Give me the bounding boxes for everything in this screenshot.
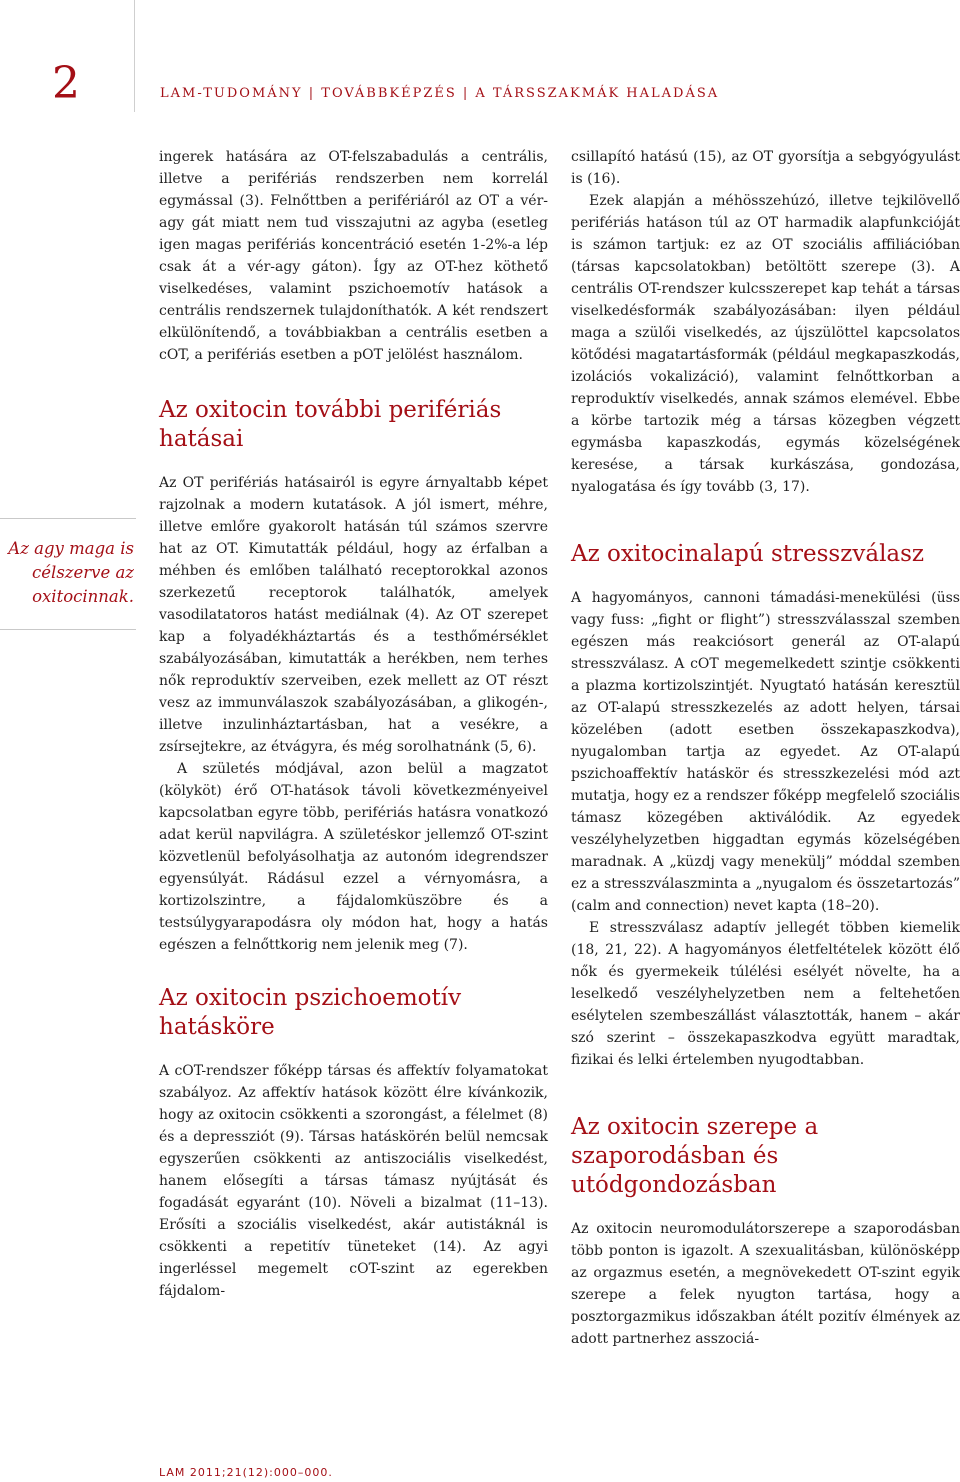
paragraph: Ezek alapján a méhösszehúzó, illetve tejkilövellő perifériás hatáson túl az OT harmadik alapfunkcióját is számon tartjuk: ez az OT szociális affiliációban (társas kapcsolatokban) betöltött szerepe (3). A centrális OT-rendszer kulcsszerepet kap tehát a társas viselkedésformák szabályozásában: ilyen például maga a szülői viselkedés, az újszülöttel kapcsolatos kötődési magatartásformák (például megkapaszkodás, izolációs vokalizáció), valamint felnőttkorban a reproduktív viselkedés, annak számos elemével. Ebbe a körbe tartozik még a társas közegben végzett egymásba kapaszkodás, egymás közelségének keresése, a társak kurkászása, gondozása, nyalogatása és így tovább (3, 17).	[571, 193, 960, 495]
section-heading: Az oxitocin pszichoemotív hatásköre	[159, 985, 462, 1040]
paragraph: csillapító hatású (15), az OT gyorsítja a sebgyógyulást is (16).	[571, 149, 960, 187]
page-number: 2	[52, 58, 80, 109]
paragraph: A hagyományos, cannoni támadási-menekülési (üss vagy fuss: „fight or flight”) stresszválasszal szemben egészen más reakciósort generál az OT-alapú stresszválasz. A cOT megemelkedett szintje csökkenti a plazma kortizolszintjét. Nyugtató hatásán keresztül az OT-alapú stresszkezelés az adott helyen, társai közelében (adott esetben összekapaszkodva), nyugalomban tartja az egyedet. Az OT-alapú pszichoaffektív hatáskör és stresszkezelési mód azt mutatja, hogy ez a rendszer főképp megfelelő szociális támasz közegében aktiválódik. Az egyedek veszélyhelyzetben higgadtan egymás közelségében maradnak. A „küzdj vagy menekülj” móddal szemben ez a stresszválaszminta a „nyugalom és összetartozás” (calm and connection) nevet kapta (18–20).	[571, 590, 960, 914]
pull-quote	[0, 518, 136, 630]
section-heading: Az oxitocin további perifériás hatásai	[159, 397, 502, 452]
paragraph: ingerek hatására az OT-felszabadulás a centrális, illetve a perifériás rendszerben nem korrelál egymással (3). Felnőttben a perifériáról az OT a vér-agy gát miatt nem tud visszajutni az agyba (esetleg igen magas perifériás koncentráció esetén 1-2%-a lép csak át a vér-agy gáton). Így az OT-hez köthető viselkedéses, valamint pszichoemotív hatások a centrális rendszernek tulajdoníthatók. A két rendszert elkülönítendő, a továbbiakban a centrális esetben a cOT, a perifériás esetben a pOT jelölést használom.	[159, 149, 548, 363]
paragraph: E stresszválasz adaptív jellegét többen kiemelik (18, 21, 22). A hagyományos életfeltételek között élő nők és gyermekeik túlélési esélyét növelte, ha a leselkedő veszélyhelyzetben nem a feltehetően esélytelen szembeszállást választották, hanem – akár szó szerint – összekapaszkodva együtt maradtak, fizikai és lelki értelemben nyugodtabban.	[571, 920, 960, 1068]
paragraph: Az OT perifériás hatásairól is egyre árnyaltabb képet rajzolnak a modern kutatások. A jól ismert, méhre, illetve emlőre gyakorolt hatásán túl számos szervre hat az OT. Kimutatták például, hogy az érfalban a méhben és emlőben található receptorokkal azonos szerkezetű receptorok találhatók, amelyek vasodilatatoros hatást mediálnak (4). Az OT szerepet kap a folyadékháztartás és a testhőmérséklet szabályozásában, kimutatták a herékben, nem terhes nők reproduktív szerveiben, ezek mellett az OT részt vesz az immunválaszok szabályozásában, a glikogén-, illetve inzulinháztartásban, hat a vesékre, a zsírsejtekre, az étvágyra, és még sorolhatnánk (5, 6).	[159, 475, 548, 755]
paragraph: A születés módjával, azon belül a magzatot (kölyköt) érő OT-hatások távoli következményeivel kapcsolatban egyre több, perifériás hatásra vonatkozó adat kerül napvilágra. A születéskor jellemző OT-szint közvetlenül befolyásolhatja az autonóm idegrendszer egyensúlyát. Rádásul ezzel a vérnyomásra, a kortizolszintre, a fájdalomküszöbre és a testsúlygyarapodásra oly módon hat, hogy a hatás egészen a felnőttkorig nem jelenik meg (7).	[159, 761, 548, 953]
text-column-2	[571, 146, 960, 1350]
paragraph: A cOT-rendszer főképp társas és affektív folyamatokat szabályoz. Az affektív hatások között élre kívánkozik, hogy az oxitocin csökkenti a szorongást, a félelmet (8) és a depressziót (9). Társas hatáskörén belül nemcsak egyszerűen csökkenti az antiszociális viselkedést, hanem elősegíti a társas támasz nyújtását és fogadását egyaránt (10). Növeli a bizalmat (11–13). Erősíti a szociális viselkedést, akár autistáknál is csökkenti a repetitív tüneteket (14). Az agyi ingerléssel megemelt cOT-szint az egerekben fájdalom-	[159, 1063, 548, 1299]
text-column-1	[159, 146, 548, 1302]
running-head: LAM-TUDOMÁNY | TOVÁBBKÉPZÉS | A TÁRSSZAKMÁK HALADÁSA	[160, 86, 720, 101]
paragraph: Az oxitocin neuromodulátorszerepe a szaporodásban több ponton is igazolt. A szexualitásban, különösképp az orgazmus esetén, a megnövekedett OT-szint egyik szerepe a felek nyugton tartása, hogy a posztorgazmikus időszakban átélt pozitív élmények az adott partnerhez asszociá-	[571, 1221, 960, 1347]
pull-quote-text: Az agy maga is célszerve az oxitocinnak.	[8, 539, 134, 606]
header-divider	[134, 0, 135, 112]
section-heading: Az oxitocin szerepe a szaporodásban és utódgondozásban	[571, 1114, 819, 1198]
journal-citation-footer: LAM 2011;21(12):000–000.	[159, 1466, 333, 1479]
section-heading: Az oxitocinalapú stresszválasz	[571, 541, 925, 567]
